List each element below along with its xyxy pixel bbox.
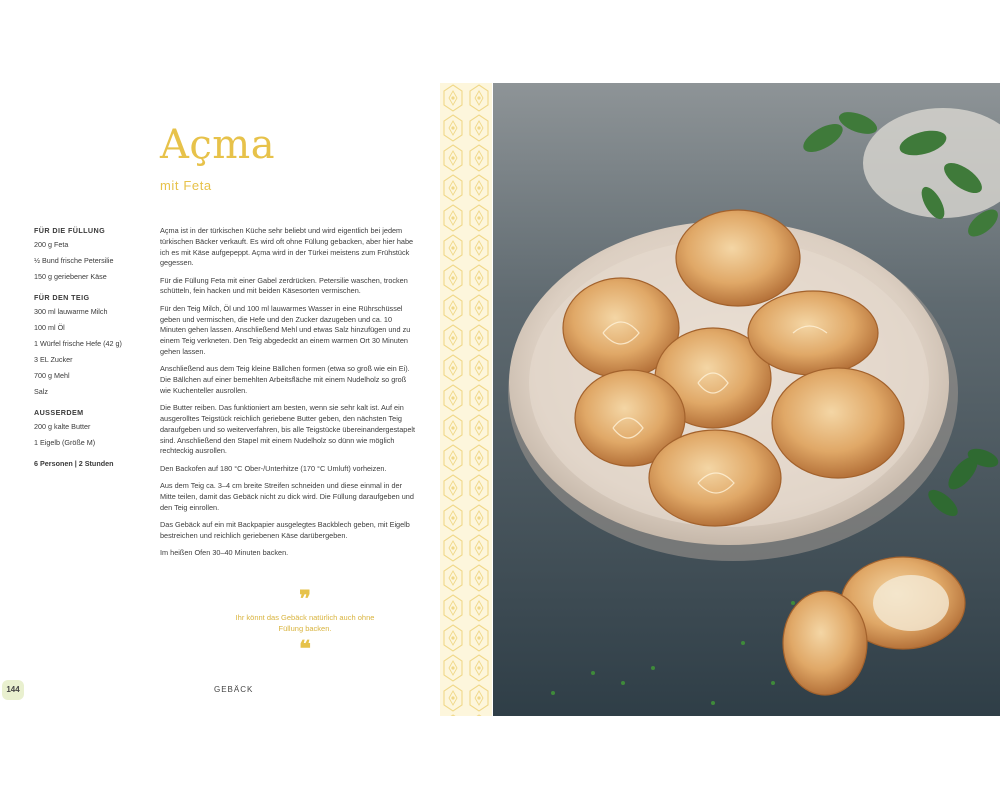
quote-close-icon: ❝ — [299, 636, 311, 662]
recipe-subtitle: mit Feta — [160, 178, 212, 193]
instruction-paragraph: Die Butter reiben. Das funktioniert am besten, wenn sie sehr kalt ist. Auf ein ausgerolltes Teigstück reichlich geriebene Butter geben, den nächsten Teig daraufgeben und so weiterverfahren, bis alle Teigstücke übereinandergestapelt sind. Anschließend den Stapel mit einem Nudelholz so dünn wie möglich rechteckig ausrollen. — [160, 403, 416, 456]
ingredient-item: Salz — [34, 387, 48, 396]
ingredient-item: 700 g Mehl — [34, 371, 70, 380]
ingredients-heading: AUSSERDEM — [34, 408, 84, 417]
ingredient-item: ½ Bund frische Petersilie — [34, 256, 114, 265]
ingredient-item: 1 Würfel frische Hefe (42 g) — [34, 339, 122, 348]
ingredients-extra — [34, 408, 149, 448]
instruction-paragraph: Für die Füllung Feta mit einer Gabel zerdrücken. Petersilie waschen, trocken schütteln, fein hacken und mit beiden Käsesorten vermischen. — [160, 275, 408, 296]
geometric-pattern-icon — [440, 83, 492, 716]
quote-open-icon: ❞ — [299, 586, 311, 612]
ingredient-item: 150 g geriebener Käse — [34, 272, 107, 281]
food-photo — [493, 83, 1000, 716]
ingredient-item: 300 ml lauwarme Milch — [34, 307, 108, 316]
tip-text: Ihr könnt das Gebäck natürlich auch ohne Füllung backen. — [235, 613, 375, 633]
servings-time: 6 Personen | 2 Stunden — [34, 459, 114, 468]
instruction-paragraph: Den Backofen auf 180 °C Ober-/Unterhitze (170 °C Umluft) vorheizen. — [160, 463, 387, 473]
instruction-paragraph: Im heißen Ofen 30–40 Minuten backen. — [160, 547, 289, 557]
instruction-paragraph: Aus dem Teig ca. 3–4 cm breite Streifen schneiden und diese einmal in der Mitte teilen, damit das Gebäck nicht zu dick wird. Die Füllung daraufgeben und den Teig einrollen. — [160, 480, 414, 512]
ingredient-item: 200 g Feta — [34, 240, 69, 249]
instruction-paragraph: Das Gebäck auf ein mit Backpapier ausgelegtes Backblech geben, mit Eigelb bestreichen und reichlich geriebenen Käse darübergeben. — [160, 519, 410, 540]
ingredient-item: 200 g kalte Butter — [34, 422, 91, 431]
instruction-paragraph: Für den Teig Milch, Öl und 100 ml lauwarmes Wasser in eine Rührschüssel geben und vermischen, die Hefe und den Zucker dazugeben und ca. 10 Minuten gehen lassen. Anschließend Mehl und etwas Salz hinzufügen und zu einem Teig verkneten. Den Teig abgedeckt an einem warmen Ort 30 Minuten gehen lassen. — [160, 303, 411, 356]
ingredients-heading: FÜR DEN TEIG — [34, 293, 90, 302]
ingredient-item: 1 Eigelb (Größe M) — [34, 438, 96, 447]
instruction-paragraph: Açma ist in der türkischen Küche sehr beliebt und wird eigentlich bei jedem türkischen Bäcker verkauft. Es wird oft ohne Füllung gebacken, aber hier habe ich es mit Käse aufgepeppt. Açma wird in der Türkei meistens zum Frühstück gegessen. — [160, 226, 414, 268]
ingredients-dough — [34, 293, 149, 397]
ingredients-filling — [34, 226, 149, 282]
ingredients-list — [34, 226, 149, 469]
acma-pastry-photo — [493, 83, 1000, 716]
recipe-title: Açma — [160, 122, 276, 168]
tip-quote — [225, 586, 385, 662]
ingredient-item: 3 EL Zucker — [34, 355, 73, 364]
ingredient-item: 100 ml Öl — [34, 323, 65, 332]
recipe-instructions — [160, 226, 418, 565]
instruction-paragraph: Anschließend aus dem Teig kleine Bällchen formen (etwa so groß wie ein Ei). Die Bällchen auf einer bemehlten Arbeitsfläche mit einem Nudelholz so groß wie Kuchenteller ausrollen. — [160, 364, 410, 395]
ingredients-heading: FÜR DIE FÜLLUNG — [34, 226, 106, 235]
page-number: 144 — [2, 680, 24, 700]
ornament-strip — [440, 83, 492, 716]
section-name: GEBÄCK — [214, 685, 254, 694]
